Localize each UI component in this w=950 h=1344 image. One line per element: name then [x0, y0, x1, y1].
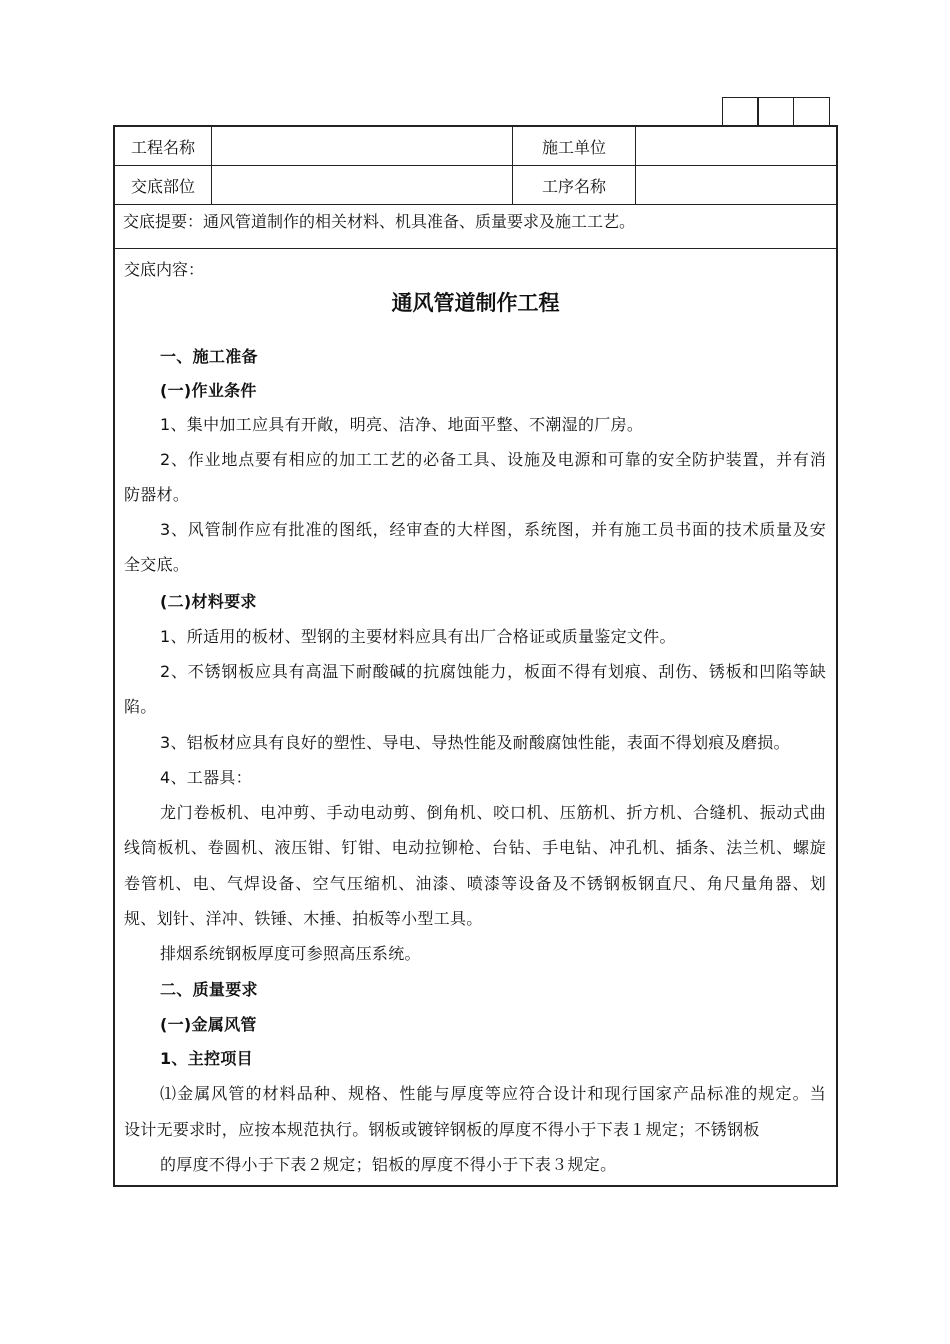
process-name-value	[635, 166, 836, 204]
handover-part-label: 交底部位	[130, 176, 195, 196]
paragraph-line: 线筒板机、卷圆机、液压钳、钉钳、电动拉铆枪、台钻、手电钻、冲孔机、插条、法兰机、螺旋	[124, 838, 826, 857]
paragraph-line: 排烟系统钢板厚度可参照高压系统。	[160, 944, 421, 963]
paragraph-line: 3、风管制作应有批准的图纸，经审查的大样图，系统图，并有施工员书面的技术质量及安	[160, 520, 826, 539]
subsection-heading: 1、主控项目	[160, 1049, 253, 1068]
content-area	[115, 249, 836, 1185]
paragraph-line: 2、作业地点要有相应的加工工艺的必备工具、设施及电源和可靠的安全防护装置，并有消	[160, 450, 826, 469]
paragraph-line: 防器材。	[124, 485, 190, 504]
subsection-heading: (一)作业条件	[160, 381, 257, 400]
subsection-heading: (一)金属风管	[160, 1015, 257, 1034]
handover-part-value	[211, 166, 512, 204]
handover-form	[113, 125, 838, 1187]
section-heading: 二、质量要求	[160, 980, 258, 999]
project-name-value	[211, 127, 512, 165]
paragraph-line: 的厚度不得小于下表２规定；铝板的厚度不得小于下表３规定。	[160, 1155, 617, 1174]
corner-box-1	[722, 97, 759, 125]
corner-number-boxes	[723, 97, 830, 125]
summary-row	[115, 205, 836, 249]
corner-box-2	[757, 97, 794, 125]
header-row-1	[115, 127, 836, 166]
paragraph-line: 1、集中加工应具有开敞，明亮、洁净、地面平整、不潮湿的厂房。	[160, 415, 644, 434]
project-name-label: 工程名称	[130, 137, 195, 157]
paragraph-line: 1、所适用的板材、型钢的主要材料应具有出厂合格证或质量鉴定文件。	[160, 627, 676, 646]
paragraph-line: 规、划针、洋冲、铁锤、木捶、拍板等小型工具。	[124, 909, 483, 928]
summary-text: 交底提要：通风管道制作的相关材料、机具准备、质量要求及施工工艺。	[123, 212, 636, 231]
construction-unit-label: 施工单位	[512, 127, 635, 165]
paragraph-line: 3、铝板材应具有良好的塑性、导电、导热性能及耐酸腐蚀性能，表面不得划痕及磨损。	[160, 733, 790, 752]
paragraph-line: 陷。	[124, 697, 157, 716]
paragraph-line: 卷管机、电、气焊设备、空气压缩机、油漆、喷漆等设备及不锈钢板钢直尺、角尺量角器、划	[124, 874, 826, 893]
paragraph-line: ⑴金属风管的材料品种、规格、性能与厚度等应符合设计和现行国家产品标准的规定。当	[160, 1084, 826, 1103]
process-name-label: 工序名称	[512, 166, 635, 204]
paragraph-line: 全交底。	[124, 555, 190, 574]
document-title: 通风管道制作工程	[391, 291, 560, 315]
content-label: 交底内容：	[124, 260, 205, 279]
paragraph-line: 龙门卷板机、电冲剪、手动电动剪、倒角机、咬口机、压筋机、折方机、合缝机、振动式曲	[160, 803, 826, 822]
construction-unit-value	[635, 127, 836, 165]
paragraph-line: 设计无要求时，应按本规范执行。钢板或镀锌钢板的厚度不得小于下表１规定；不锈钢板	[124, 1120, 760, 1139]
section-heading: 一、施工准备	[160, 347, 258, 366]
paragraph-line: 4、工器具：	[160, 768, 252, 787]
subsection-heading: (二)材料要求	[160, 592, 257, 611]
paragraph-line: 2、不锈钢板应具有高温下耐酸碱的抗腐蚀能力，板面不得有划痕、刮伤、锈板和凹陷等缺	[160, 662, 826, 681]
header-row-2	[115, 166, 836, 205]
corner-box-3	[793, 97, 830, 125]
